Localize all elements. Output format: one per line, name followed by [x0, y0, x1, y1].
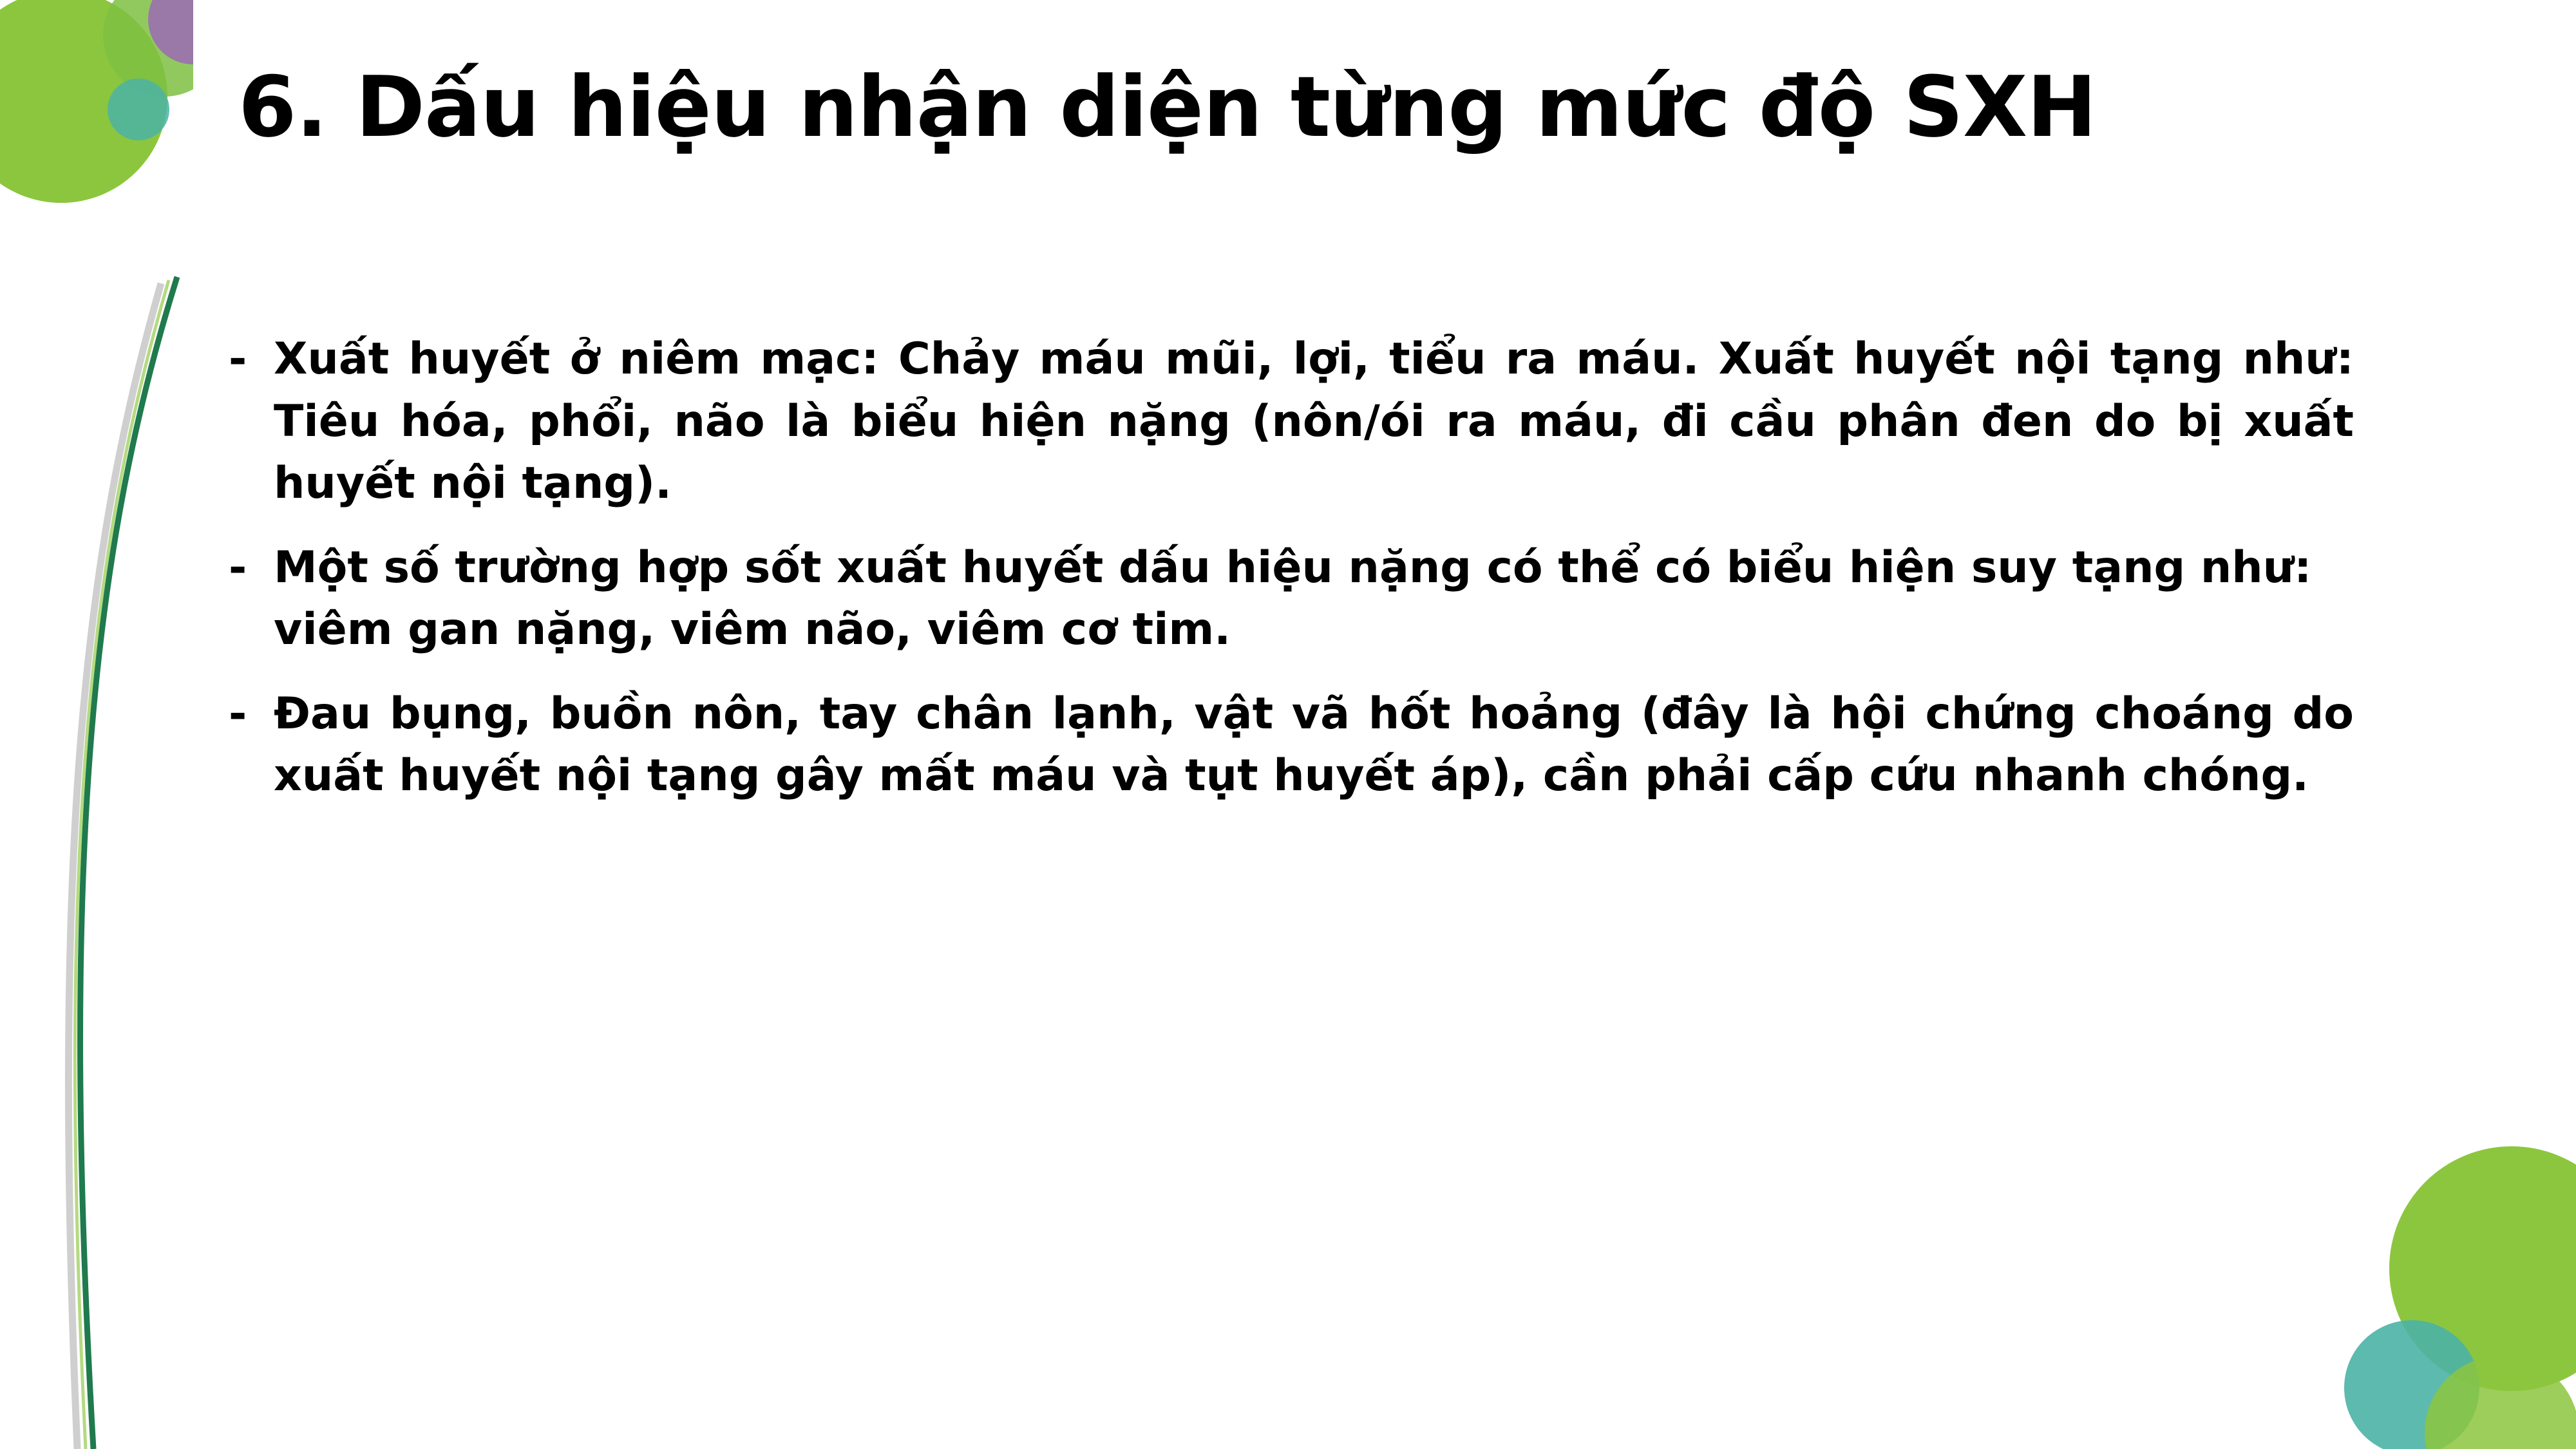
decor-circle-green-small — [103, 0, 193, 97]
decor-circle-teal — [108, 79, 169, 140]
decor-swoosh-dark-green — [80, 277, 177, 1449]
slide-title: 6. Dấu hiệu nhận diện từng mức độ SXH — [238, 58, 2097, 156]
list-item — [229, 328, 2354, 515]
decorative-shapes — [0, 0, 193, 1449]
bullet-text: Xuất huyết ở niêm mạc: Chảy máu mũi, lợi, tiểu ra máu. Xuất huyết nội tạng như: Tiêu hóa, phổi, não là biểu hiện nặng (nôn/ói ra máu, đi cầu phân đen do bị xuất huyết nội tạng). — [274, 334, 2354, 509]
bullet-marker: - — [229, 688, 247, 739]
decor-circle-purple — [148, 0, 193, 64]
bullet-text: Đau bụng, buồn nôn, tay chân lạnh, vật vã hốt hoảng (đây là hội chứng choáng do xuất huyết nội tạng gây mất máu và tụt huyết áp), cần phải cấp cứu nhanh chóng. — [274, 688, 2354, 802]
bullet-marker: - — [229, 542, 247, 593]
bullet-text: Một số trường hợp sốt xuất huyết dấu hiệu nặng có thể có biểu hiện suy tạng như: viêm gan nặng, viêm não, viêm cơ tim. — [274, 542, 2312, 656]
decor-circle-green-large — [0, 0, 167, 203]
decorative-bottom-right-shapes — [2306, 1140, 2576, 1449]
bullet-marker: - — [229, 334, 247, 384]
decorative-left-band — [0, 0, 193, 1449]
slide-body — [229, 328, 2354, 829]
decor-swoosh-light-green — [75, 280, 169, 1449]
list-item — [229, 537, 2354, 661]
decor-swoosh-gray — [68, 283, 161, 1449]
list-item — [229, 683, 2354, 808]
